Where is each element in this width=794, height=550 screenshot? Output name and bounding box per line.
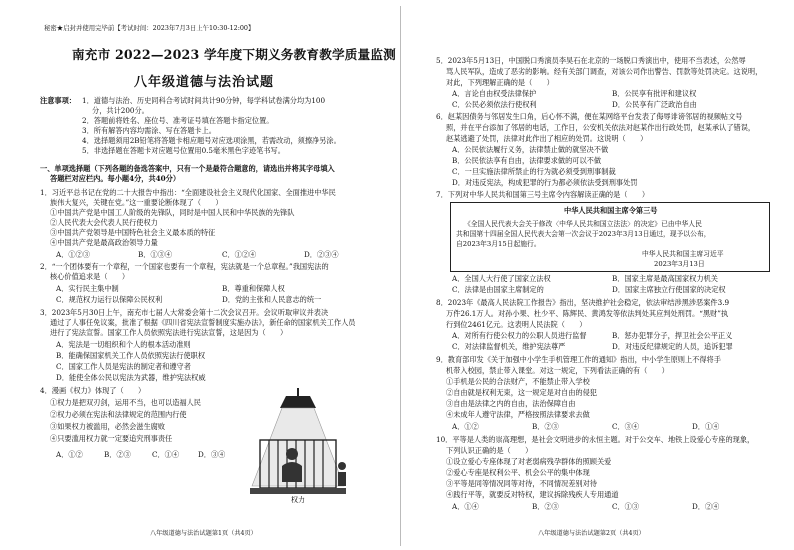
question-text: 下列认识正确的是（ ） [446, 446, 533, 455]
question-text: 4．漫画《权力》体现了（ ） [40, 386, 146, 395]
page-footer: 八年级道德与法治试题第2页（共4页） [538, 530, 645, 537]
option: A．①② [452, 422, 479, 431]
option: C．一旦实施法律所禁止的行为就必须受到刑事制裁 [452, 167, 616, 176]
order-signature: 中华人民共和国主席习近平 [642, 250, 724, 258]
statement: ③平等是同等情况同等对待，不同情况差别对待 [446, 479, 597, 488]
option: B．国家主席是最高国家权力机关 [612, 274, 718, 283]
question-text: 对此，下列理解正确的是（ ） [446, 78, 554, 87]
option: A．对所有行使公权力的公职人员进行监督 [452, 331, 587, 340]
option: A．宪法是一切组织和个人的根本活动准则 [56, 340, 191, 349]
question-text: 核心价值追求是（ ） [50, 272, 130, 281]
order-body: 共和国第十四届全国人民代表大会第一次会议于2023年3月13日通过，现予以公布， [456, 230, 711, 238]
statement: ③自由是法律之内的自由，法治保障自由 [446, 399, 576, 408]
option: A．全国人大行使了国家立法权 [452, 274, 551, 283]
order-body: 《全国人民代表大会关于修改〈中华人民共和国立法法〉的决定》已由中华人民 [464, 220, 702, 228]
option: D．对违反宪法，构成犯罪的行为都必须依法受到刑事处罚 [452, 178, 638, 187]
option: D．③④ [198, 450, 226, 459]
page-footer: 八年级道德与法治试题第1页（共4页） [150, 530, 257, 537]
option: B．公民享有批评和建议权 [612, 89, 697, 98]
option: B．能确保国家机关工作人员依照宪法行使职权 [56, 351, 206, 360]
option: C．国家工作人员是宪法的制定者和遵守者 [56, 362, 191, 371]
cartoon-label: 权力 [291, 496, 305, 504]
question-text: 通过了人事任免议案，批准了根据《四川省宪法宣誓制度实施办法》，新任命的国家机关工作人员 [50, 318, 356, 327]
statement: ②权力必须在宪法和法律规定的范围内行使 [50, 410, 187, 419]
option: C．①③ [612, 502, 640, 511]
question-text: 9．教育部印发《关于加强中小学生手机管理工作的通知》指出，中小学生原则上不得将手 [436, 355, 721, 364]
option: A．实行民主集中制 [56, 284, 119, 293]
statement: ③中国共产党领导是中国特色社会主义最本质的特征 [50, 228, 216, 237]
option: D．党的主张和人民意志的统一 [222, 295, 322, 304]
question-text: 7．下列对中华人民共和国第三号主席令内容解读正确的是（ ） [436, 190, 650, 199]
question-text: 进行了宪法宣誓。国家工作人员依照宪法进行宪法宣誓，这是因为（ ） [50, 328, 288, 337]
statement: ④中国共产党是最高政治领导力量 [50, 238, 158, 247]
option: C．公民必须依法行使权利 [452, 100, 537, 109]
statement: ①中国共产党是中国工人阶级的先锋队，同时是中国人民和中华民族的先锋队 [50, 208, 295, 217]
option: A．公民依法履行义务，法律禁止做的就坚决不做 [452, 145, 609, 154]
section-heading: 答题栏对应栏内。每小题4分，共40分） [50, 174, 181, 183]
question-text: 3．2023年5月30日上午，南充市七届人大常委会第十二次会议召开。会议听取审议并表决 [40, 308, 329, 317]
page-divider [400, 6, 401, 546]
option: A．①④ [452, 502, 479, 511]
option: A．①② [56, 450, 83, 459]
question-text: 照，并在平台添加了邻居的电话，工作日，公安机关依法对赵某作出行政处罚，赵某承认了错误， [446, 123, 756, 132]
order-title: 中华人民共和国主席令第三号 [564, 206, 658, 215]
option: D．公民享有广泛政治自由 [612, 100, 697, 109]
option: B．②③ [532, 502, 559, 511]
option: D．国家主席独立行使国家的决定权 [612, 285, 726, 294]
question-text: 族伟大复兴，关键在党。”这一重要论断体现了（ ） [50, 198, 223, 207]
option: C．法律是由国家主席制定的 [452, 285, 544, 294]
exam-header: 秘密★启封并使用完毕前【考试时间：2023年7月3日上午10:30-12:00】 [44, 24, 255, 32]
question-text: 8．2023年《最高人民法院工作报告》指出，坚决推护社会稳定，依法审结涉黑涉恶案件3.9 [436, 298, 730, 307]
statement: ③如果权力被滥用，必然会滋生腐败 [50, 422, 166, 431]
question-text: 行到位2461亿元。这表明人民法院（ ） [446, 320, 587, 329]
option: D．对违反纪律规定的人员，追诉犯罪 [612, 342, 733, 351]
option: C．规范权力运行以保障公民权利 [56, 295, 163, 304]
statement: ①权力是把双刃剑，运用不当，也可以造福人民 [50, 398, 201, 407]
exam-subtitle: 八年级道德与法治试题 [134, 75, 275, 90]
question-text: 2．“一个团体要有一个章程，一个国家也要有一个章程，宪法就是一个总章程。”我国宪法的 [40, 262, 329, 271]
question-text: 骂人民军队，造成了恶劣的影响。经有关部门调查，对该公司作出警告、罚款等处罚决定。这说明， [446, 67, 763, 76]
option: D．②③④ [304, 250, 339, 259]
question-text: 机带入校园，禁止带入课堂。对这一规定，下列看法正确的有（ ） [446, 366, 669, 375]
option: D．①④ [692, 422, 720, 431]
question-text: 10．平等是人类的崇高理想，是社会文明进步的永恒主题。对于公交车、地铁上设爱心专座的现象， [436, 435, 755, 444]
notice-label: 注意事项： [40, 96, 76, 105]
option: D．能使全体公民以宪法为武器，维护宪法权威 [56, 373, 206, 382]
statement: ①设立爱心专座体现了对老弱病残孕群体的照顾关爱 [446, 457, 612, 466]
statement: ②爱心专座是权利公平、机会公平的集中体现 [446, 468, 590, 477]
option: B．①③④ [138, 250, 173, 259]
option: C．①②④ [222, 250, 257, 259]
section-heading: 一、单项选择题（下列各题的备选答案中，只有一个是最符合题意的，请选出并将其字母填入 [40, 164, 335, 173]
notice-line: 5．非选择题在答题卡对应题号位置用0.5毫米黑色字迹笔书写。 [82, 146, 285, 155]
statement: ①手机是公民的合法财产，不能禁止带入学校 [446, 377, 590, 386]
notice-line: 4．选择题须用2B铅笔将答题卡相应题号对应选项涂黑，若需改动，须擦净另涂。 [82, 136, 341, 145]
option: B．尊重和保障人权 [222, 284, 285, 293]
statement: ④践行平等，就要反对特权，建议拆除残疾人专用通道 [446, 490, 619, 499]
option: B．惩办犯罪分子，捍卫社会公平正义 [612, 331, 733, 340]
statement: ④未成年人遵守法律，严格按照法律要求去做 [446, 410, 590, 419]
option: A．言论自由权受法律保护 [452, 89, 537, 98]
question-text: 1．习近平总书记在党的二十大报告中指出：“全面建设社会主义现代化国家、全面推进中华民 [40, 188, 336, 197]
option: A．①②③ [56, 250, 90, 259]
option: C．③④ [612, 422, 640, 431]
question-text: 赵某逃避了处罚，法律对此作出了相应的处罚。这说明（ ） [446, 134, 648, 143]
order-date: 2023年3月13日 [654, 260, 705, 268]
power-cartoon [238, 386, 358, 504]
option: B．②③ [104, 450, 131, 459]
question-text: 5．2023年5月13日，中国脱口秀演员李昊石在北京的一场脱口秀演出中，使用不当表述，公然辱 [436, 56, 746, 65]
statement: ④只要滥用权力就一定要追究刑事责任 [50, 434, 173, 443]
question-text: 万件26.1万人。对孙小果、杜少平、陈辉民、黄鸿发等依法判处其应判处刑罚。“黑财”执 [446, 309, 729, 318]
order-body: 自2023年3月15日起施行。 [456, 240, 541, 248]
page-right [402, 0, 794, 550]
option: C．①④ [152, 450, 180, 459]
notice-line: 2．答题前将姓名、座位号、准考证号填在答题卡指定位置。 [82, 116, 274, 125]
option: C．对法律监督机关，维护宪法尊严 [452, 342, 566, 351]
option: D．②④ [692, 502, 720, 511]
notice-line: 3．所有解答内容均需涂、写在答题卡上。 [82, 126, 216, 135]
option: B．公民依法享有自由，法律要求做的可以不做 [452, 156, 602, 165]
question-text: 6．赵某因债务与邻居发生口角，后心怀不满，便在某网络平台发表了侮辱诽谤邻居的视频帖文号 [436, 112, 743, 121]
statement: ②自由就是权利无束，这一规定是对自由的侵犯 [446, 388, 597, 397]
statement: ②人民代表大会代表人民行使权力 [50, 218, 158, 227]
exam-title: 南充市 2022—2023 学年度下期义务教育教学质量监测 [72, 47, 396, 62]
option: B．②③ [532, 422, 559, 431]
notice-line: 分，共计200分。 [92, 106, 149, 115]
notice-line: 1．道德与法治、历史同科合考试时间共计90分钟，每学科试卷满分均为100 [82, 96, 326, 105]
